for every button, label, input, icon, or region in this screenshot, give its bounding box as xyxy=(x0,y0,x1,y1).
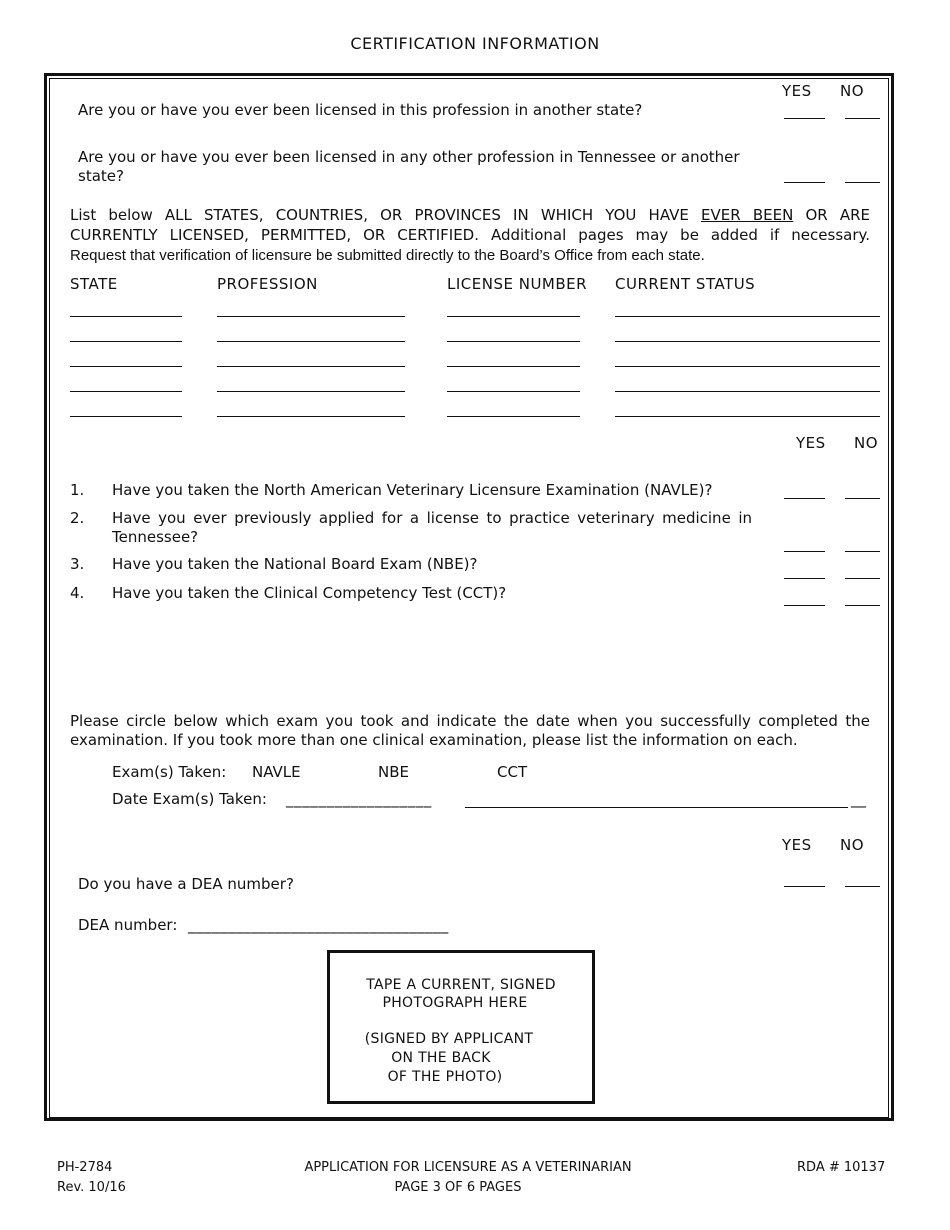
footer-page-number: PAGE 3 OF 6 PAGES xyxy=(394,1180,522,1195)
rda-number: RDA # 10137 xyxy=(797,1160,886,1175)
profession-blank[interactable] xyxy=(217,416,405,417)
no-blank[interactable] xyxy=(845,118,880,119)
date-blank-line[interactable] xyxy=(465,807,848,808)
date-exams-taken-label: Date Exam(s) Taken: xyxy=(112,790,267,808)
current-status-blank[interactable] xyxy=(615,316,880,317)
column-header-current-status: CURRENT STATUS xyxy=(615,275,756,293)
no-blank[interactable] xyxy=(845,498,880,499)
current-status-blank[interactable] xyxy=(615,341,880,342)
exam-instructions-line1: Please circle below which exam you took and indicate the date when you successfully completed the xyxy=(70,712,870,730)
exam-instructions-line2: examination. If you took more than one clinical examination, please list the information on each. xyxy=(70,731,798,749)
photo-instruction-line4: ON THE BACK xyxy=(391,1050,491,1066)
profession-blank[interactable] xyxy=(217,366,405,367)
no-blank[interactable] xyxy=(845,886,880,887)
question-nbe: Have you taken the National Board Exam (NBE)? xyxy=(112,555,478,573)
state-blank[interactable] xyxy=(70,316,182,317)
photo-instruction-line5: OF THE PHOTO) xyxy=(387,1069,503,1085)
state-blank[interactable] xyxy=(70,391,182,392)
question-licensed-other-profession-line1: Are you or have you ever been licensed in any other profession in Tennessee or another xyxy=(78,148,740,166)
exam-option-navle[interactable]: NAVLE xyxy=(252,763,301,781)
state-blank[interactable] xyxy=(70,341,182,342)
license-number-blank[interactable] xyxy=(447,366,580,367)
yes-header: YES xyxy=(782,836,812,854)
question-navle: Have you taken the North American Veterinary Licensure Examination (NAVLE)? xyxy=(112,481,713,499)
no-blank[interactable] xyxy=(845,551,880,552)
dea-number-blank[interactable]: _________________________________ xyxy=(188,916,449,934)
state-blank[interactable] xyxy=(70,416,182,417)
no-header: NO xyxy=(840,836,865,854)
footer-application-title: APPLICATION FOR LICENSURE AS A VETERINARIAN xyxy=(304,1160,632,1175)
profession-blank[interactable] xyxy=(217,341,405,342)
question-licensed-other-state: Are you or have you ever been licensed in this profession in another state? xyxy=(78,101,643,119)
column-header-license-number: LICENSE NUMBER xyxy=(447,275,588,293)
question-dea: Do you have a DEA number? xyxy=(78,875,294,893)
current-status-blank[interactable] xyxy=(615,391,880,392)
question-number: 2. xyxy=(70,509,85,527)
date-blank-dashes[interactable]: __________________ xyxy=(286,790,432,808)
column-header-profession: PROFESSION xyxy=(217,275,318,293)
page-title: CERTIFICATION INFORMATION xyxy=(350,34,600,53)
date-blank-tail: __ xyxy=(851,790,866,808)
yes-blank[interactable] xyxy=(784,578,825,579)
exam-option-nbe[interactable]: NBE xyxy=(378,763,409,781)
photo-box xyxy=(327,950,595,1104)
no-blank[interactable] xyxy=(845,182,880,183)
profession-blank[interactable] xyxy=(217,391,405,392)
yes-blank[interactable] xyxy=(784,118,825,119)
no-blank[interactable] xyxy=(845,578,880,579)
license-number-blank[interactable] xyxy=(447,316,580,317)
question-licensed-other-profession-line2: state? xyxy=(78,167,124,185)
current-status-blank[interactable] xyxy=(615,416,880,417)
question-number: 4. xyxy=(70,584,85,602)
photo-instruction-line2: PHOTOGRAPH HERE xyxy=(382,995,528,1011)
license-instructions-line2: CURRENTLY LICENSED, PERMITTED, OR CERTIFIED. Additional pages may be added if necessary. xyxy=(70,226,870,244)
yes-blank[interactable] xyxy=(784,605,825,606)
column-header-state: STATE xyxy=(70,275,118,293)
question-previous-application-line2: Tennessee? xyxy=(112,528,199,546)
question-cct: Have you taken the Clinical Competency Test (CCT)? xyxy=(112,584,507,602)
dea-number-label: DEA number: xyxy=(78,916,178,934)
photo-instruction-line1: TAPE A CURRENT, SIGNED xyxy=(366,977,556,993)
yes-blank[interactable] xyxy=(784,182,825,183)
yes-blank[interactable] xyxy=(784,886,825,887)
form-number: PH-2784 xyxy=(57,1160,113,1175)
exams-taken-label: Exam(s) Taken: xyxy=(112,763,227,781)
profession-blank[interactable] xyxy=(217,316,405,317)
no-blank[interactable] xyxy=(845,605,880,606)
license-number-blank[interactable] xyxy=(447,341,580,342)
current-status-blank[interactable] xyxy=(615,366,880,367)
exam-option-cct[interactable]: CCT xyxy=(497,763,528,781)
license-instructions-line3: Request that verification of licensure be submitted directly to the Board’s Office from each state. xyxy=(70,247,705,264)
photo-instruction-line3: (SIGNED BY APPLICANT xyxy=(364,1031,534,1047)
form-revision: Rev. 10/16 xyxy=(57,1180,126,1195)
question-number: 3. xyxy=(70,555,85,573)
question-number: 1. xyxy=(70,481,85,499)
yes-blank[interactable] xyxy=(784,551,825,552)
yes-header: YES xyxy=(796,434,826,452)
question-previous-application-line1: Have you ever previously applied for a license to practice veterinary medicine in xyxy=(112,509,752,527)
no-header: NO xyxy=(854,434,879,452)
license-number-blank[interactable] xyxy=(447,391,580,392)
yes-header: YES xyxy=(782,82,812,100)
license-instructions-line1: List below ALL STATES, COUNTRIES, OR PROVINCES IN WHICH YOU HAVE EVER BEEN OR ARE xyxy=(70,206,870,224)
no-header: NO xyxy=(840,82,865,100)
license-number-blank[interactable] xyxy=(447,416,580,417)
yes-blank[interactable] xyxy=(784,498,825,499)
state-blank[interactable] xyxy=(70,366,182,367)
